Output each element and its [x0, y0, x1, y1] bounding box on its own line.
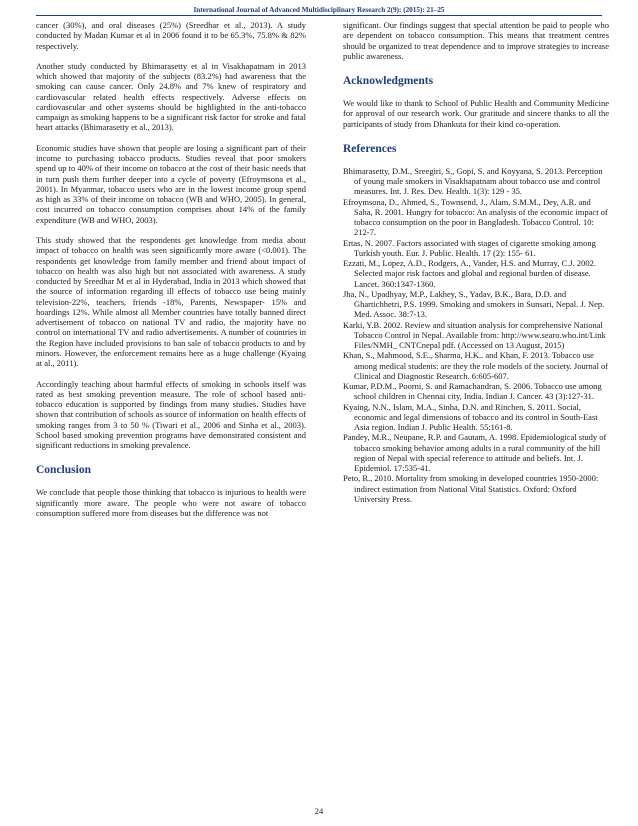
- reference-item: Kyaing, N.N., Islam, M.A., Sinha, D.N. and Rinchen, S. 2011. Social, economic and legal dimensions of tobacco and its control in South-East Asia region. Indian J. Public Health. 55:161-8.: [343, 401, 598, 432]
- journal-header: International Journal of Advanced Multidisciplinary Research 2(9): (2015): 21–25: [193, 6, 445, 14]
- reference-item: Ertas, N. 2007. Factors associated with stages of cigarette smoking among Turkish youth. Eur. J. Public. Health. 17 (2): 155- 61.: [343, 237, 596, 258]
- body-paragraph: Accordingly teaching about harmful effects of smoking in schools itself was rated as best smoking prevention measure. The role of school based anti-tobacco education is supported by findings from many studies. Studies have shown that contribution of schools as source of information on health effects of smoking ranges from 3 to 50 % (Tiwari et al., 2006 and Sinha et al., 2003). School based smoking prevention programs have demonstrated consistent and significant reductions in smoking prevalence.: [36, 378, 306, 450]
- page-number: 24: [314, 806, 324, 816]
- reference-item: Khan, S., Mahmood, S.E., Sharma, H.K.. and Khan, F. 2013. Tobacco use among medical students: are they the role models of the society. Journal of Clinical and Diagnostic Research. 6:605-607.: [343, 350, 609, 381]
- body-paragraph: Another study conducted by Bhimarasetty et al in Visakhapatnam in 2013 which showed that majority of the subjects (83.2%) had awareness that the smoking can cause cancer. Only 24.8% and 7% knew of respiratory and cardiovascular related health effects respectively. Adverse effects on cardiovascular and other systems should be highlighted in the anti-tobacco campaign as smoking happens to be a significant risk factor for stroke and fatal heart attacks (Bhimarasetty et al., 2013).: [36, 60, 306, 133]
- reference-item: Pandey, M.R., Neupane, R.P. and Gautam, A. 1998. Epidemiological study of tobacco smoking behavior among adults in a rural community of the hill region of Nepal with special reference to attitude and beliefs. Int. J. Epidemiol. 17:535-41.: [343, 432, 607, 473]
- reference-item: Jha, N., Upadhyay, M.P., Lakhey, S., Yadav, B.K., Bara, D.D. and Ghartichhetri, P.S. 1999. Smoking and smokers in Sunsari, Nepal. J. Nep. Med. Assoc. 38:7-13.: [343, 288, 605, 320]
- reference-item: Peto, R., 2010. Mortality from smoking in developed countries 1950-2000: indirect estimation from National Vital Statistics. Oxford: Oxford University Press.: [343, 473, 599, 504]
- conclusion-paragraph: We conclude that people those thinking that tobacco is injurious to health were significantly more aware. The people who were not aware of tobacco consumption suffered more from diseases but the difference was not: [36, 487, 306, 518]
- acknowledgments-heading: Acknowledgments: [343, 75, 434, 87]
- body-paragraph: Economic studies have shown that people are losing a significant part of their income to purchasing tobacco products. Studies reveal that poor smokers spend up to 40% of their income on tobacco at the cost of their basic needs that in turn push them further deeper into a cycle of poverty (Efroymsona et al., 2001). In Myanmar, tobacco users who are in the lowest income group spend as high as 33% of their income on tobacco (WB and WHO, 2005). In general, cost incurred on tobacco consumption comprises about 14% of the family expenditure (WB and WHO, 2003).: [36, 142, 306, 225]
- conclusion-continuation: significant. Our findings suggest that special attention be paid to people who are dependent on tobacco consumption. This means that treatment centres should be organized to treat dependence and to improve strategies to increase public awareness.: [343, 20, 609, 61]
- references-heading: References: [343, 142, 397, 155]
- body-paragraph: This study showed that the respondents get knowledge from media about impact of tobacco on health was seen significantly more aware (<0.001). The respondents get knowledge from family member and friend about impact of tobacco on health was also high but not associated with awareness. A study conducted by Sreedhar M et al in Hyderabad, India in 2013 which showed that the source of information regarding ill effects of tobacco use being mainly television-22%, teachers, friends -18%, Parents, Newspaper- 15% and hoardings 12%. While almost all Member countries have totally banned direct advertisement of tobacco on national TV and radio, the majority have no control on international TV and radio advertisements. A number of countries in the Region have included provisions to ban sale of tobacco products to and by minors. However, the enforcement remains here as a huge challenge (Kyaing at al., 2011).: [36, 235, 306, 369]
- conclusion-heading: Conclusion: [36, 464, 91, 477]
- left-column: [36, 20, 306, 528]
- reference-item: Ezzati, M., Lopez, A.D., Rodgers, A., Vander, H.S. and Murray, C.J. 2002. Selected major risk factors and global and regional burden of disease. Lancet. 360:1347-1360.: [343, 258, 596, 289]
- reference-item: Bhimarasetty, D.M., Sreegiri, S., Gopi, S. and Koyyana, S. 2013. Perception of young male smokers in Visakhapatnam about tobacco use and control measures. Int. J. Res. Dev. Health. 1(3): 129 - 35.: [343, 165, 603, 197]
- reference-item: Karki, Y.B. 2002. Review and situation analysis for comprehensive National Tobacco Control in Nepal. Available from: http://www.searo.who.int/Link Files/NMH_ CNTCnepal pdf. (Accessed on 13 August, 2015): [343, 319, 606, 350]
- body-paragraph: cancer (30%), and oral diseases (25%) (Sreedhar et al., 2013). A study conducted by Madan Kumar et al in 2006 found it to be 65.3%, 75.8% & 82% respectively.: [36, 20, 306, 51]
- reference-item: Efroymsona, D., Ahmed, S., Townsend, J., Alam, S.M.M., Dey, A.R. and Saha, R. 2001. Hungry for tobacco: An analysis of the economic impact of tobacco consumption on the poor in Bangladesh. Tobacco Control. 10: 212-7.: [343, 196, 608, 238]
- reference-item: Kumar, P.D.M., Poorni, S. and Ramachandran, S. 2006. Tobacco use among school children in Chennai city, India. Indian J. Cancer. 43 (3):127-31.: [343, 381, 602, 402]
- right-column: [343, 20, 609, 504]
- acknowledgments-paragraph: We would like to thank to School of Public Health and Community Medicine for approval of our research work. Our gratitude and sincere thanks to all the participants of study from Dhankuta for their kind co-operation.: [343, 98, 609, 129]
- header-rule: [36, 15, 602, 16]
